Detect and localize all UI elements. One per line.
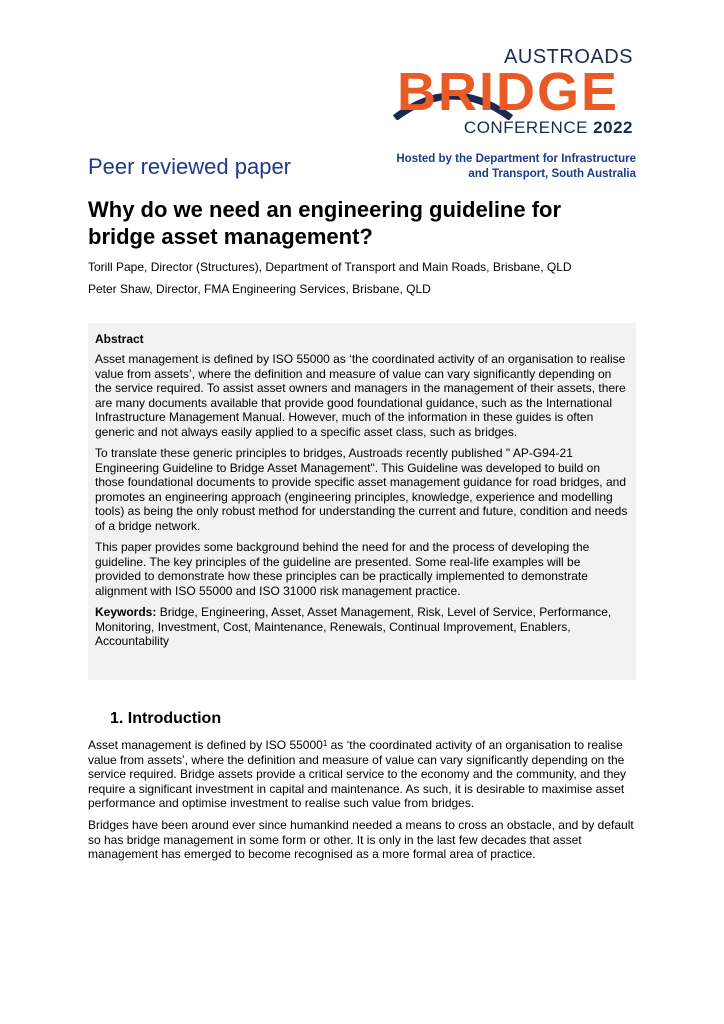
abstract-paragraph: This paper provides some background behind the need for and the process of developing the guideline. The key principles of the guideline are presented. Some real-life examples will be provided to demonstrate how these principles can be practically implemented to demonstrate alignment with ISO 55000 and ISO 31000 risk management practice.	[95, 540, 590, 598]
intro-p1-start: Asset management is defined by ISO 55000	[88, 738, 323, 752]
peer-reviewed-label: Peer reviewed paper	[88, 154, 292, 179]
abstract-heading: Abstract	[95, 332, 144, 346]
hosted-by-block	[380, 152, 636, 182]
logo-year: 2022	[593, 118, 633, 137]
footnote-ref: 1	[322, 739, 328, 748]
logo-bridge-text: BRIDGE	[397, 62, 620, 122]
keywords-list: Bridge, Engineering, Asset, Asset Management, Risk, Level of Service, Performance, Monitoring, Investment, Cost, Maintenance, Renewals, Continual Improvement, Enablers, Accountability	[95, 605, 612, 648]
abstract-paragraph: To translate these generic principles to bridges, Austroads recently published " AP-G94-21 Engineering Guideline to Bridge Asset Management". This Guideline was developed to build on those foundational documents to provide specific asset management guidance for road bridges, and promotes an engineering approach (engineering principles, knowledge, experience and modelling tools) as being the only robust method for understanding the current and future, condition and needs of a bridge network.	[95, 446, 628, 533]
hosted-org-2: and Transport, South Australia	[468, 168, 636, 180]
abstract-box	[88, 323, 636, 680]
title-line-2: bridge asset management?	[88, 224, 373, 249]
conference-logo	[393, 46, 639, 140]
title-line-1: Why do we need an engineering guideline for	[88, 197, 562, 222]
abstract-paragraph: Asset management is defined by ISO 55000 as ‘the coordinated activity of an organisation to realise value from assets’, where the definition and measure of value can vary significantly depending on the service required. To assist asset owners and managers in the management of their assets, there are many documents available that provide good foundational guidance, such as the International Infrastructure Management Manual. However, much of the information in these guides is often generic and not always easily applied to a specific asset class, such as bridges.	[95, 352, 626, 439]
intro-p1-rest: as ‘the coordinated activity of an organisation to realise value from assets’, where the definition and measure of value can vary significantly depending on the service required. Bridge assets provide a critical service to the economy and the community, and they require a significant investment in capital and maintenance. As such, it is desirable to maximise asset performance and optimise investment to realise such value from bridges.	[88, 738, 627, 810]
keywords	[95, 605, 629, 649]
keywords-label: Keywords:	[95, 605, 157, 619]
logo-conference-word: CONFERENCE	[463, 118, 588, 137]
paper-title	[88, 196, 648, 250]
logo-austroads-text: AUSTROADS	[504, 46, 633, 68]
intro-paragraph-2: Bridges have been around ever since humankind needed a means to cross an obstacle, and by default so has bridge management in some form or other. It is only in the last few decades that asset management has emerged to become recognised as a more formal area of practice.	[88, 818, 634, 861]
hosted-prefix: Hosted by the	[396, 153, 473, 165]
author-1: Torill Pape, Director (Structures), Department of Transport and Main Roads, Brisbane, QLD	[88, 260, 572, 274]
logo-conference-text	[464, 118, 633, 138]
hosted-org-1: Department for Infrastructure	[475, 153, 636, 165]
author-2: Peter Shaw, Director, FMA Engineering Services, Brisbane, QLD	[88, 282, 431, 296]
hosted-line-1	[380, 152, 636, 167]
intro-paragraph-1	[88, 738, 638, 811]
section-heading-introduction: 1. Introduction	[110, 710, 222, 727]
